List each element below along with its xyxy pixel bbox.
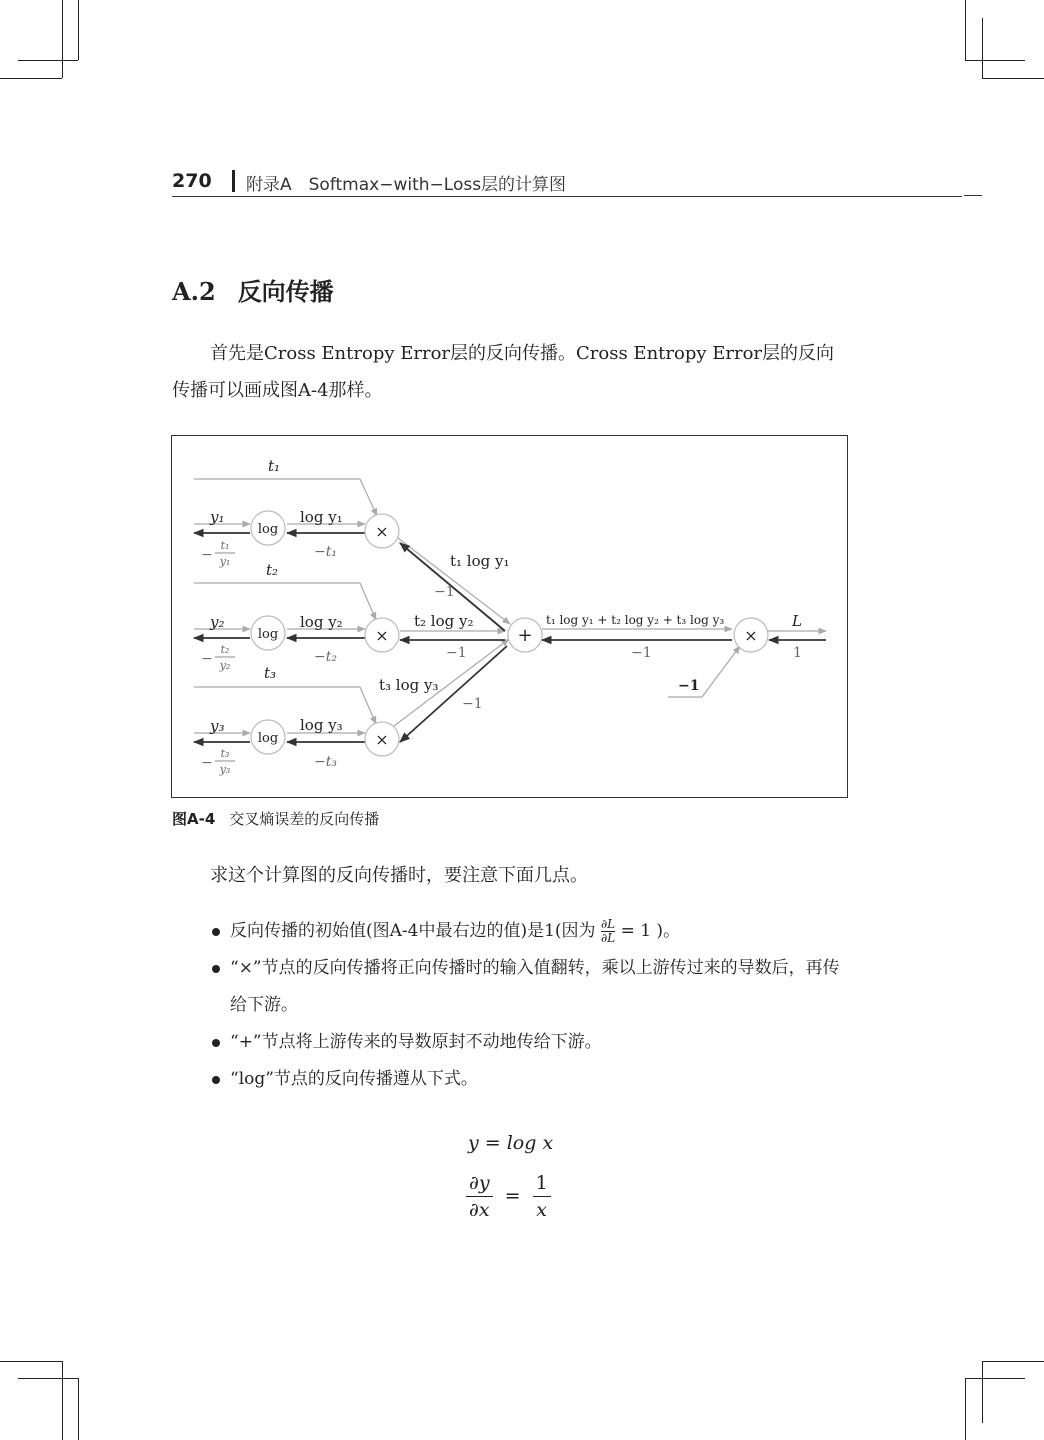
- label-y3: y₃: [210, 717, 225, 735]
- label-t3: t₃: [264, 664, 277, 682]
- bullet-list: [212, 913, 852, 1098]
- crop-mark: [965, 1378, 1025, 1379]
- label-neg-one-mul3: −1: [462, 696, 483, 712]
- label-t2: t₂: [266, 561, 279, 579]
- crop-mark: [965, 1378, 966, 1440]
- crop-mark: [62, 0, 63, 78]
- crop-mark: [62, 1361, 63, 1440]
- eq2-rhs-numerator: 1: [535, 1172, 548, 1194]
- header-divider: [232, 170, 235, 192]
- eq2-rhs-denominator: x: [533, 1196, 551, 1223]
- section-number: A.2: [172, 277, 216, 306]
- log-node-3-label: log: [257, 731, 279, 746]
- mul-node-3-label: ×: [375, 730, 389, 749]
- mul-node-1-label: ×: [375, 522, 389, 541]
- label-one-output: 1: [793, 645, 802, 661]
- label-sum-expression: t₁ log y₁ + t₂ log y₂ + t₃ log y₃: [546, 613, 725, 627]
- computation-graph: [172, 436, 849, 799]
- label-neg-t3: −t₃: [314, 754, 337, 770]
- eq2-rhs: [533, 1170, 551, 1223]
- bullet-item: “+”节点将上游传来的导数原封不动地传给下游。: [212, 1024, 852, 1061]
- label-log-y1: log y₁: [300, 508, 343, 526]
- section-title: 反向传播: [237, 278, 334, 306]
- mul-node-4-label: ×: [744, 626, 758, 645]
- label-y1: y₁: [210, 508, 225, 526]
- bullet-1-fraction: [601, 918, 615, 945]
- frac2-num: t₂: [220, 643, 230, 656]
- crop-mark: [18, 60, 78, 61]
- edge-mul1-add: [394, 535, 510, 624]
- frac3-num: t₃: [220, 747, 230, 760]
- label-t1: t₁: [268, 457, 281, 475]
- fraction-denominator: ∂L: [600, 931, 616, 945]
- crop-mark: [982, 78, 1044, 79]
- caption-number: 图A-4: [172, 810, 216, 828]
- label-L: L: [792, 612, 802, 630]
- add-node-label: +: [517, 625, 533, 646]
- crop-mark: [982, 18, 983, 78]
- crop-mark: [965, 0, 966, 60]
- crop-mark: [965, 60, 1025, 61]
- label-t2-log-y2: t₂ log y₂: [414, 612, 474, 630]
- caption-text: 交叉熵误差的反向传播: [229, 810, 380, 828]
- fraction-numerator: ∂L: [600, 917, 616, 931]
- crop-mark: [0, 78, 62, 79]
- frac2-den: y₂: [219, 659, 231, 672]
- bullet-item: “log”节点的反向传播遵从下式。: [212, 1061, 852, 1098]
- crop-mark: [78, 0, 79, 60]
- label-log-y2: log y₂: [300, 613, 343, 631]
- intro-paragraph: 首先是Cross Entropy Error层的反向传播。Cross Entropy Error层的反向传播可以画成图A-4那样。: [172, 343, 835, 401]
- running-header: [172, 168, 962, 197]
- bullet-item: [212, 913, 852, 950]
- bullet-1-prefix: 反向传播的初始值(图A-4中最右边的值)是1(因为: [230, 921, 596, 941]
- frac1-minus: −: [201, 547, 213, 563]
- bullet-item: “×”节点的反向传播将正向传播时的输入值翻转，乘以上游传过来的导数后，再传给下游。: [212, 950, 852, 1024]
- frac1-den: y₁: [219, 555, 231, 568]
- frac3-den: y₃: [219, 763, 231, 776]
- eq2-lhs-numerator: ∂y: [469, 1172, 490, 1194]
- label-neg-t1: −t₁: [314, 544, 337, 560]
- frac3-minus: −: [201, 755, 213, 771]
- label-t3-log-y3: t₃ log y₃: [379, 676, 439, 694]
- running-title: 附录A Softmax−with−Loss层的计算图: [246, 175, 567, 195]
- lead-paragraph: 求这个计算图的反向传播时，要注意下面几点。: [210, 865, 588, 886]
- mul-node-2-label: ×: [375, 626, 389, 645]
- label-t1-log-y1: t₁ log y₁: [450, 552, 510, 570]
- crop-mark: [982, 1361, 983, 1423]
- label-neg-one-add: −1: [631, 645, 652, 661]
- frac1-num: t₁: [220, 539, 230, 552]
- label-neg-one-initial: −1: [678, 678, 700, 694]
- label-neg-one-mul2: −1: [446, 645, 467, 661]
- eq2-lhs: [466, 1170, 493, 1223]
- section-heading: [172, 272, 334, 307]
- page-number: 270: [172, 170, 212, 192]
- log-node-2-label: log: [257, 627, 279, 642]
- header-rule-tail: [964, 195, 982, 196]
- crop-mark: [982, 1361, 1044, 1362]
- eq2-equals: =: [504, 1184, 521, 1207]
- crop-mark: [18, 1378, 78, 1379]
- crop-mark: [78, 1378, 79, 1440]
- log-node-1-label: log: [257, 522, 279, 537]
- label-y2: y₂: [210, 613, 225, 631]
- eq2-lhs-denominator: ∂x: [466, 1196, 493, 1223]
- figure-a4: [171, 435, 848, 798]
- label-log-y3: log y₃: [300, 716, 343, 734]
- equation-2: [466, 1170, 551, 1223]
- equation-1: y = log x: [468, 1132, 554, 1154]
- frac2-minus: −: [201, 651, 213, 667]
- label-neg-one-mul1: −1: [434, 584, 455, 600]
- bullet-1-suffix: = 1 )。: [620, 921, 681, 941]
- label-neg-t2: −t₂: [314, 649, 337, 665]
- crop-mark: [0, 1361, 62, 1362]
- figure-caption: [172, 808, 379, 829]
